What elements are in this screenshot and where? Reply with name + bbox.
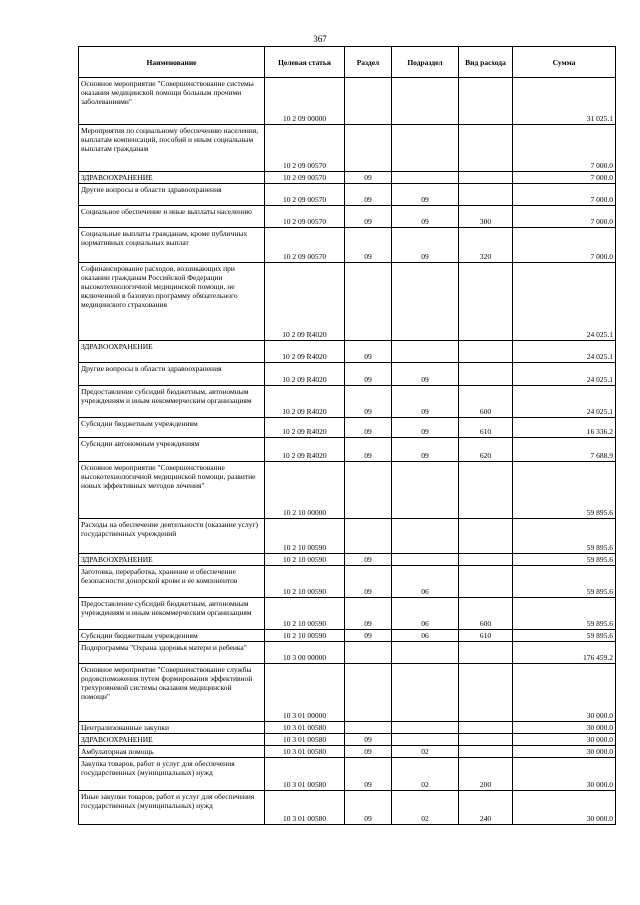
row-name-cell: Социальное обеспечение и иные выплаты населению — [79, 206, 265, 228]
row-section-cell — [345, 642, 392, 664]
table-row — [79, 746, 616, 758]
row-target-article-cell: 10 2 09 00570 — [265, 184, 345, 206]
row-amount-cell: 7 000.0 — [513, 125, 616, 172]
row-name-cell: Основное мероприятие "Совершенствование службы родовспоможения путем формирования эффективной трехуровневой системы оказания медицинской помощи" — [79, 664, 265, 722]
row-expense-type-cell — [459, 664, 513, 722]
column-header-name: Наименование — [79, 47, 265, 78]
row-target-article-cell: 10 2 09 R4020 — [265, 438, 345, 462]
row-expense-type-cell — [459, 519, 513, 554]
row-name-cell: ЗДРАВООХРАНЕНИЕ — [79, 554, 265, 566]
row-name-cell: Основное мероприятие "Совершенствование системы оказания медицинской помощи больным прочими заболеваниями" — [79, 78, 265, 125]
row-expense-type-cell: 620 — [459, 438, 513, 462]
row-subsection-cell: 02 — [392, 791, 459, 825]
table-row — [79, 598, 616, 630]
row-subsection-cell: 09 — [392, 206, 459, 228]
row-target-article-cell: 10 3 01 00580 — [265, 746, 345, 758]
row-subsection-cell: 02 — [392, 746, 459, 758]
row-target-article-cell: 10 2 10 00590 — [265, 566, 345, 598]
row-name-cell: Мероприятия по социальному обеспечению населения, выплатам компенсаций, пособий и иным социальным выплатам гражданам — [79, 125, 265, 172]
row-amount-cell: 31 025.1 — [513, 78, 616, 125]
row-section-cell: 09 — [345, 734, 392, 746]
row-amount-cell: 59 895.6 — [513, 462, 616, 519]
table-row — [79, 554, 616, 566]
row-subsection-cell — [392, 519, 459, 554]
row-amount-cell: 7 688.9 — [513, 438, 616, 462]
row-name-cell: Субсидии бюджетным учреждениям — [79, 630, 265, 642]
row-amount-cell: 7 000.0 — [513, 184, 616, 206]
row-name-cell: Субсидии автономным учреждениям — [79, 438, 265, 462]
row-amount-cell: 7 000.0 — [513, 206, 616, 228]
row-section-cell: 09 — [345, 758, 392, 791]
column-header-section: Раздел — [345, 47, 392, 78]
row-amount-cell: 30 000.0 — [513, 722, 616, 734]
row-expense-type-cell: 240 — [459, 791, 513, 825]
row-expense-type-cell — [459, 172, 513, 184]
table-row — [79, 438, 616, 462]
row-section-cell — [345, 462, 392, 519]
table-row — [79, 184, 616, 206]
table-row — [79, 125, 616, 172]
row-section-cell: 09 — [345, 438, 392, 462]
row-section-cell — [345, 664, 392, 722]
row-target-article-cell: 10 2 09 R4020 — [265, 363, 345, 386]
row-section-cell — [345, 263, 392, 341]
row-target-article-cell: 10 2 09 R4020 — [265, 418, 345, 438]
row-amount-cell: 59 895.6 — [513, 554, 616, 566]
row-name-cell: Предоставление субсидий бюджетным, автономным учреждениям и иным некоммерческим организациям — [79, 386, 265, 418]
row-target-article-cell: 10 2 09 00570 — [265, 125, 345, 172]
table-row — [79, 722, 616, 734]
row-subsection-cell: 09 — [392, 438, 459, 462]
row-subsection-cell — [392, 664, 459, 722]
row-subsection-cell — [392, 642, 459, 664]
row-subsection-cell — [392, 734, 459, 746]
row-name-cell: Социальные выплаты гражданам, кроме публичных нормативных социальных выплат — [79, 228, 265, 263]
row-expense-type-cell — [459, 184, 513, 206]
row-amount-cell: 59 895.6 — [513, 519, 616, 554]
row-target-article-cell: 10 2 09 R4020 — [265, 386, 345, 418]
row-name-cell: Заготовка, переработка, хранение и обеспечение безопасности донорской крови и ее компонентов — [79, 566, 265, 598]
row-amount-cell: 24 025.1 — [513, 263, 616, 341]
row-subsection-cell: 09 — [392, 386, 459, 418]
row-target-article-cell: 10 3 01 00000 — [265, 664, 345, 722]
row-subsection-cell: 06 — [392, 598, 459, 630]
row-name-cell: ЗДРАВООХРАНЕНИЕ — [79, 734, 265, 746]
row-target-article-cell: 10 2 09 00570 — [265, 228, 345, 263]
row-name-cell: Другие вопросы в области здравоохранения — [79, 184, 265, 206]
row-section-cell: 09 — [345, 791, 392, 825]
row-subsection-cell — [392, 78, 459, 125]
row-amount-cell: 24 025.1 — [513, 363, 616, 386]
row-section-cell: 09 — [345, 598, 392, 630]
row-amount-cell: 30 000.0 — [513, 746, 616, 758]
row-subsection-cell: 02 — [392, 758, 459, 791]
row-target-article-cell: 10 2 09 00570 — [265, 172, 345, 184]
row-section-cell: 09 — [345, 386, 392, 418]
table-row — [79, 791, 616, 825]
row-section-cell: 09 — [345, 184, 392, 206]
row-section-cell: 09 — [345, 566, 392, 598]
row-target-article-cell: 10 3 01 00580 — [265, 722, 345, 734]
row-target-article-cell: 10 2 09 00570 — [265, 206, 345, 228]
row-subsection-cell: 09 — [392, 418, 459, 438]
row-amount-cell: 59 895.6 — [513, 566, 616, 598]
row-subsection-cell: 06 — [392, 566, 459, 598]
row-section-cell: 09 — [345, 418, 392, 438]
row-target-article-cell: 10 3 01 00580 — [265, 734, 345, 746]
row-section-cell: 09 — [345, 554, 392, 566]
row-section-cell — [345, 519, 392, 554]
row-subsection-cell — [392, 341, 459, 363]
row-target-article-cell: 10 2 10 00590 — [265, 519, 345, 554]
row-name-cell: Другие вопросы в области здравоохранения — [79, 363, 265, 386]
column-header-expense-type: Вид расхода — [459, 47, 513, 78]
row-subsection-cell — [392, 722, 459, 734]
row-amount-cell: 7 000.0 — [513, 228, 616, 263]
row-target-article-cell: 10 2 09 R4020 — [265, 341, 345, 363]
row-target-article-cell: 10 3 00 00000 — [265, 642, 345, 664]
row-target-article-cell: 10 2 09 R4020 — [265, 263, 345, 341]
row-subsection-cell — [392, 554, 459, 566]
row-section-cell: 09 — [345, 341, 392, 363]
table-row — [79, 462, 616, 519]
row-amount-cell: 7 000.0 — [513, 172, 616, 184]
row-section-cell: 09 — [345, 630, 392, 642]
row-subsection-cell: 09 — [392, 363, 459, 386]
row-section-cell: 09 — [345, 172, 392, 184]
row-name-cell: ЗДРАВООХРАНЕНИЕ — [79, 341, 265, 363]
row-section-cell: 09 — [345, 363, 392, 386]
row-subsection-cell: 09 — [392, 184, 459, 206]
table-row — [79, 418, 616, 438]
row-expense-type-cell — [459, 363, 513, 386]
row-name-cell: Основное мероприятие "Совершенствование высокотехнологичной медицинской помощи, развитие новых эффективных методов лечения" — [79, 462, 265, 519]
row-target-article-cell: 10 2 10 00000 — [265, 462, 345, 519]
row-amount-cell: 59 895.6 — [513, 598, 616, 630]
row-target-article-cell: 10 3 01 00580 — [265, 791, 345, 825]
row-subsection-cell — [392, 263, 459, 341]
row-section-cell: 09 — [345, 228, 392, 263]
table-row — [79, 642, 616, 664]
table-row — [79, 341, 616, 363]
row-amount-cell: 30 000.0 — [513, 664, 616, 722]
row-amount-cell: 59 895.6 — [513, 630, 616, 642]
row-name-cell: ЗДРАВООХРАНЕНИЕ — [79, 172, 265, 184]
row-expense-type-cell — [459, 341, 513, 363]
row-expense-type-cell: 610 — [459, 630, 513, 642]
row-name-cell: Централизованные закупки — [79, 722, 265, 734]
row-expense-type-cell — [459, 734, 513, 746]
table-row — [79, 263, 616, 341]
row-amount-cell: 24 025.1 — [513, 341, 616, 363]
row-amount-cell: 30 000.0 — [513, 734, 616, 746]
table-row — [79, 566, 616, 598]
row-expense-type-cell — [459, 78, 513, 125]
row-expense-type-cell — [459, 746, 513, 758]
row-subsection-cell — [392, 172, 459, 184]
row-expense-type-cell — [459, 642, 513, 664]
row-name-cell: Софинансирование расходов, возникающих при оказании гражданам Российской Федерации высокотехнологичной медицинской помощи, не включенной в базовую программу обязательного медицинского страхования — [79, 263, 265, 341]
row-amount-cell: 16 336.2 — [513, 418, 616, 438]
row-expense-type-cell: 600 — [459, 386, 513, 418]
row-name-cell: Закупка товаров, работ и услуг для обеспечения государственных (муниципальных) нужд — [79, 758, 265, 791]
row-name-cell: Субсидии бюджетным учреждениям — [79, 418, 265, 438]
row-subsection-cell — [392, 462, 459, 519]
row-name-cell: Амбулаторная помощь — [79, 746, 265, 758]
row-expense-type-cell: 610 — [459, 418, 513, 438]
row-section-cell: 09 — [345, 746, 392, 758]
row-section-cell: 09 — [345, 206, 392, 228]
row-expense-type-cell: 300 — [459, 206, 513, 228]
table-row — [79, 734, 616, 746]
table-row — [79, 78, 616, 125]
table-header-row — [79, 47, 616, 78]
row-subsection-cell: 09 — [392, 228, 459, 263]
row-expense-type-cell — [459, 125, 513, 172]
row-name-cell: Подпрограмма "Охрана здоровья матери и ребенка" — [79, 642, 265, 664]
row-target-article-cell: 10 3 01 00580 — [265, 758, 345, 791]
row-amount-cell: 30 000.0 — [513, 791, 616, 825]
row-subsection-cell: 06 — [392, 630, 459, 642]
row-section-cell — [345, 78, 392, 125]
row-expense-type-cell — [459, 263, 513, 341]
column-header-amount: Сумма — [513, 47, 616, 78]
table-row — [79, 386, 616, 418]
row-expense-type-cell — [459, 566, 513, 598]
budget-table — [78, 46, 616, 825]
table-row — [79, 630, 616, 642]
row-name-cell: Иные закупки товаров, работ и услуг для обеспечения государственных (муниципальных) нужд — [79, 791, 265, 825]
row-name-cell: Расходы на обеспечение деятельности (оказание услуг) государственных учреждений — [79, 519, 265, 554]
row-expense-type-cell — [459, 722, 513, 734]
table-row — [79, 206, 616, 228]
row-subsection-cell — [392, 125, 459, 172]
column-header-target-article: Целевая статья — [265, 47, 345, 78]
page-number: 367 — [313, 34, 327, 44]
row-target-article-cell: 10 2 10 00590 — [265, 598, 345, 630]
table-row — [79, 758, 616, 791]
table-row — [79, 172, 616, 184]
table-row — [79, 228, 616, 263]
row-expense-type-cell: 600 — [459, 598, 513, 630]
row-expense-type-cell: 320 — [459, 228, 513, 263]
table-row — [79, 664, 616, 722]
row-expense-type-cell: 200 — [459, 758, 513, 791]
row-section-cell — [345, 125, 392, 172]
row-target-article-cell: 10 2 10 00590 — [265, 630, 345, 642]
row-amount-cell: 24 025.1 — [513, 386, 616, 418]
table-row — [79, 363, 616, 386]
column-header-subsection: Подраздел — [392, 47, 459, 78]
table-row — [79, 519, 616, 554]
row-name-cell: Предоставление субсидий бюджетным, автономным учреждениям и иным некоммерческим организациям — [79, 598, 265, 630]
row-target-article-cell: 10 2 09 00000 — [265, 78, 345, 125]
row-amount-cell: 30 000.0 — [513, 758, 616, 791]
row-section-cell — [345, 722, 392, 734]
row-amount-cell: 176 459.2 — [513, 642, 616, 664]
row-expense-type-cell — [459, 462, 513, 519]
row-expense-type-cell — [459, 554, 513, 566]
row-target-article-cell: 10 2 10 00590 — [265, 554, 345, 566]
